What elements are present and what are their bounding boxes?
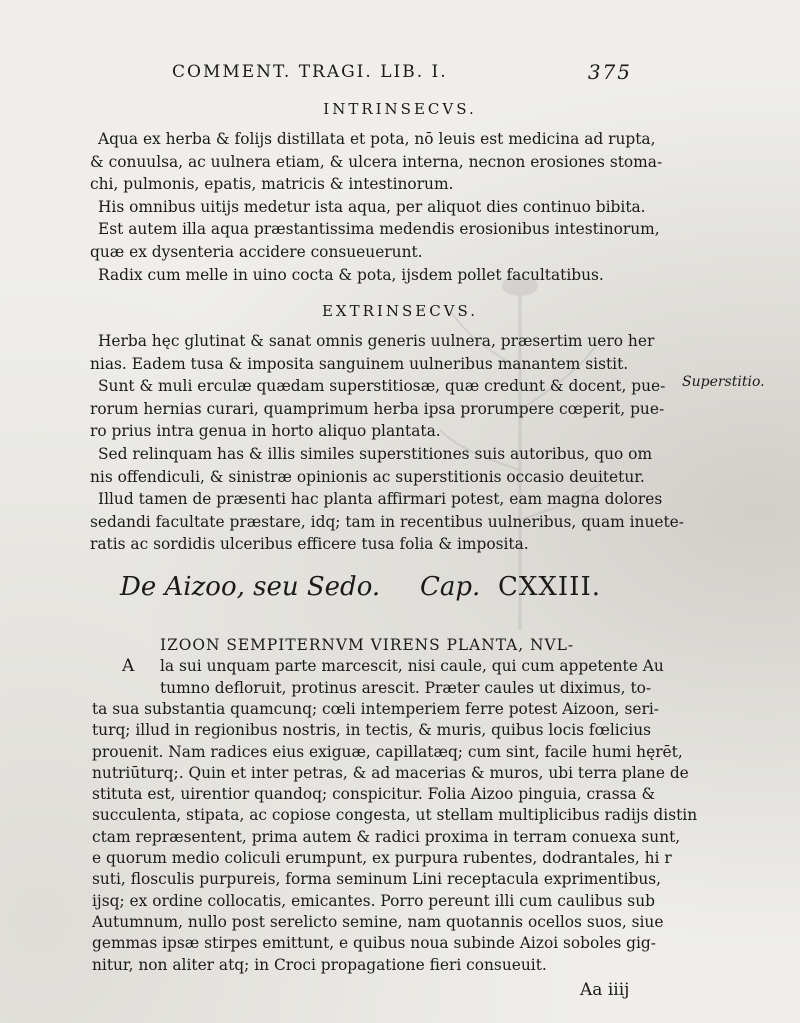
text-line: turq; illud in regionibus nostris, in tectis, & muris, quibus locis fœlicius (92, 721, 652, 740)
text-line: succulenta, stipata, ac copiose congesta, ut stellam multiplicibus radijs distin (92, 806, 698, 825)
text-line: nitur, non aliter atq; in Croci propagatione fieri consueuit. (92, 955, 547, 974)
text-line: e quorum medio coliculi erumpunt, ex purpura rubentes, dodrantales, hi r (92, 849, 672, 867)
text-line: nias. Eadem tusa & imposita sanguinem uulneribus manantem sistit. (90, 354, 629, 373)
text-line: Radix cum melle in uino cocta & pota, ijsdem pollet facultatibus. (98, 265, 604, 284)
text-line: nutriūturq;. Quin et inter petras, & ad macerias & muros, ubi terra plane de (92, 763, 689, 782)
text-line: stituta est, uirentior quandoq; conspicitur. Folia Aizoo pinguia, crassa & (92, 785, 656, 804)
text-line: Aqua ex herba & folijs distillata et pota, nō leuis est medicina ad rupta, (98, 130, 656, 148)
text-line: ijsq; ex ordine collocatis, emicantes. Porro pereunt illi cum caulibus sub (92, 891, 655, 910)
text-line: quæ ex dysenteria accidere consueuerunt. (90, 243, 423, 261)
text-line: la sui unquam parte marcescit, nisi caule, qui cum appetente Au (160, 657, 664, 676)
text-line: rorum hernias curari, quamprimum herba ipsa prorumpere cœperit, pue- (90, 399, 665, 418)
section-heading: EXTRINSECVS. (321, 302, 479, 320)
text-line: ratis ac sordidis ulceribus efficere tusa folia & imposita. (90, 535, 529, 554)
text-line: Est autem illa aqua præstantissima medendis erosionibus intestinorum, (98, 220, 660, 239)
running-title: COMMENT. TRAGI. LIB. I. (172, 62, 448, 82)
text-line: Autumnum, nullo post serelicto semine, nam quotannis ocellos suos, siue (92, 912, 664, 931)
running-header (172, 60, 632, 86)
text-line: suti, flosculis purpureis, forma seminum Lini receptacula exprimentibus, (92, 870, 662, 889)
section-heading: INTRINSECVS. (323, 100, 477, 118)
text-line: Illud tamen de præsenti hac planta affirmari potest, eam magna dolores (98, 490, 663, 509)
text-line: ta sua substantia quamcunq; cœli intemperiem ferre potest Aizoon, seri- (92, 699, 659, 718)
chapter-title: De Aizoo, seu Sedo. (120, 572, 381, 602)
page-number: 375 (587, 60, 632, 84)
text-line: Sed relinquam has & illis similes superstitiones suis autoribus, quo om (98, 445, 653, 463)
text-line: Herba hęc glutinat & sanat omnis generis uulnera, præsertim uero her (98, 332, 655, 350)
text-line: His omnibus uitijs medetur ista aqua, per aliquot dies continuo bibita. (98, 197, 646, 216)
text-line: ctam repræsentent, prima autem & radici proxima in terram conuexa sunt, (92, 827, 681, 846)
text-line: & conuulsa, ac uulnera etiam, & ulcera interna, necnon erosiones stoma- (90, 152, 663, 171)
signature-mark: Aa iiij (580, 980, 630, 1000)
chapter-label: Cap. (420, 572, 481, 602)
text-line: IZOON SEMPITERNVM VIRENS PLANTA, NVL- (160, 636, 575, 654)
text-line: ro prius intra genua in horto aliquo plantata. (90, 422, 441, 441)
text-line: gemmas ipsæ stirpes emittunt, e quibus noua subinde Aizoi soboles gig- (92, 934, 656, 953)
chapter-heading (120, 572, 620, 612)
text-line: prouenit. Nam radices eius exiguæ, capillatæq; cum sint, facile humi hęrēt, (92, 742, 683, 761)
margin-note: Superstitio. (682, 374, 765, 390)
text-line: tumno defloruit, protinus arescit. Præter caules ut diximus, to- (160, 678, 652, 697)
text-line: sedandi facultate præstare, idq; tam in recentibus uulneribus, quam inuete- (90, 512, 684, 531)
text-line: nis offendiculi, & sinistræ opinionis ac superstitionis occasio deuitetur. (90, 467, 645, 486)
text-line: chi, pulmonis, epatis, matricis & intestinorum. (90, 175, 454, 194)
chapter-number: CXXIII. (498, 572, 601, 602)
drop-letter: A (122, 656, 135, 676)
text-line: Sunt & muli erculæ quædam superstitiosæ, quæ credunt & docent, pue- (98, 377, 666, 396)
